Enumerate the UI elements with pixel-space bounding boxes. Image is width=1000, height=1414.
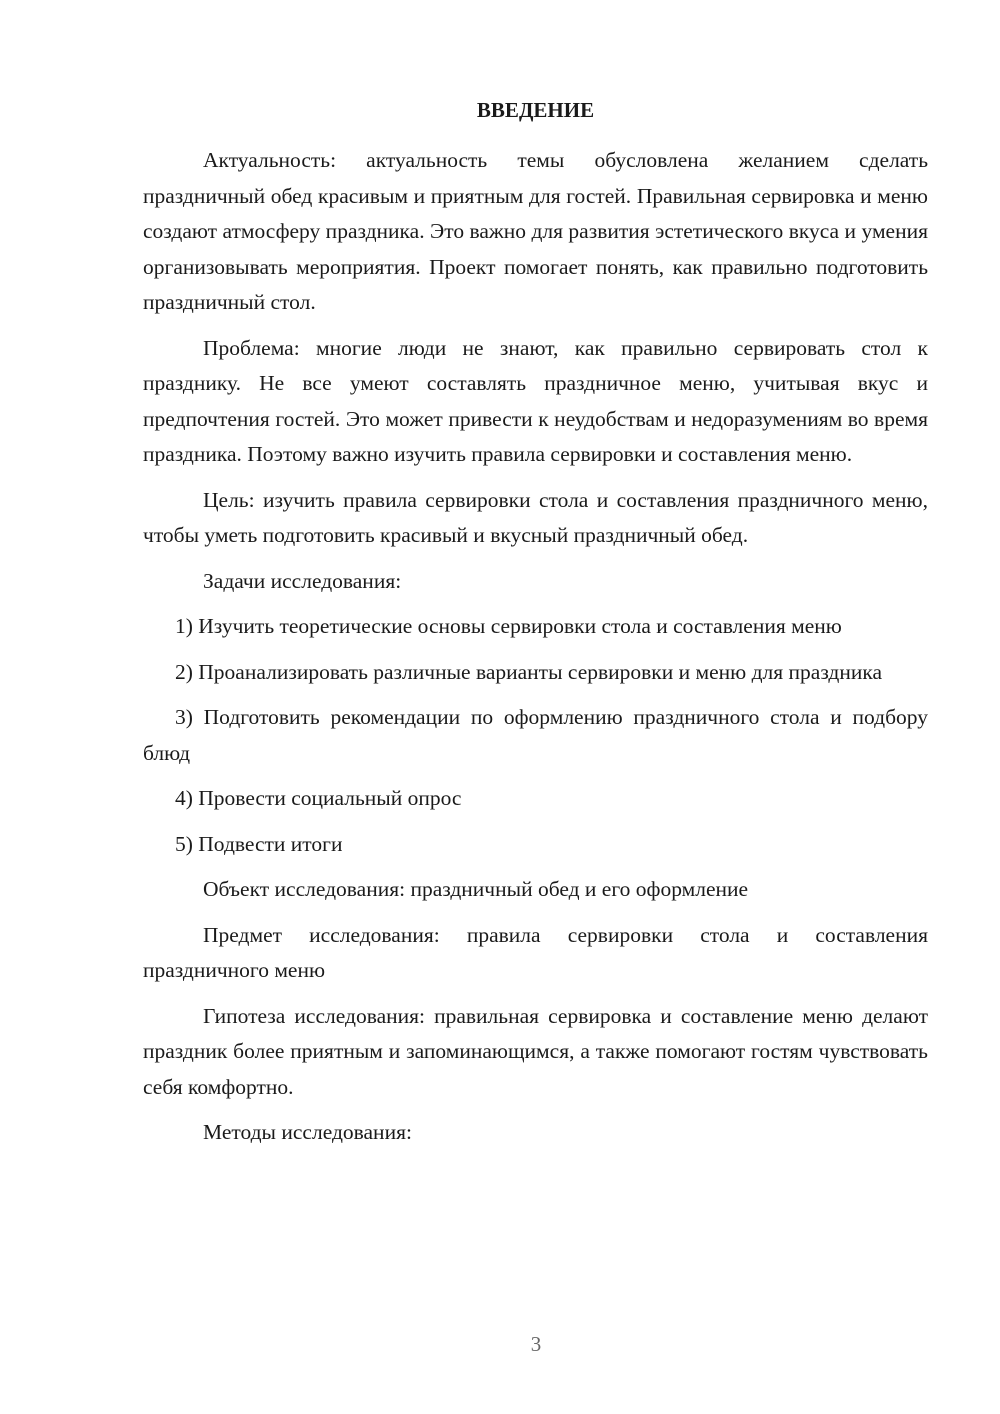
task-item-5: 5) Подвести итоги bbox=[175, 831, 343, 856]
subject-paragraph: Предмет исследования: правила сервировки стола и составления праздничного меню bbox=[143, 922, 928, 982]
hypothesis-paragraph: Гипотеза исследования: правильная сервировка и составление меню делают праздник более приятным и запоминающимся, а также помогают гостям чувствовать себя комфортно. bbox=[143, 1003, 928, 1099]
task-item-3: 3) Подготовить рекомендации по оформлению праздничного стола и подбору блюд bbox=[143, 705, 928, 765]
problem-paragraph: Проблема: многие люди не знают, как правильно сервировать стол к празднику. Не все умеют составлять праздничное меню, учитывая вкус и предпочтения гостей. Это может привести к неудобствам и недоразумениям во время праздника. Поэтому важно изучить правила сервировки и составления меню. bbox=[143, 335, 928, 466]
relevance-paragraph: Актуальность: актуальность темы обусловлена желанием сделать праздничный обед красивым и приятным для гостей. Правильная сервировка и меню создают атмосферу праздника. Это важно для развития эстетического вкуса и умения организовывать мероприятия. Проект помогает понять, как правильно подготовить праздничный стол. bbox=[143, 148, 928, 314]
task-item-2: 2) Проанализировать различные варианты сервировки и меню для праздника bbox=[175, 659, 883, 684]
page-title: ВВЕДЕНИЕ bbox=[476, 98, 595, 122]
goal-paragraph: Цель: изучить правила сервировки стола и составления праздничного меню, чтобы уметь подготовить красивый и вкусный праздничный обед. bbox=[143, 487, 928, 547]
tasks-heading: Задачи исследования: bbox=[203, 568, 402, 593]
document-page bbox=[143, 96, 928, 1161]
methods-heading: Методы исследования: bbox=[203, 1120, 412, 1144]
page-number: 3 bbox=[530, 1332, 542, 1356]
object-paragraph: Объект исследования: праздничный обед и его оформление bbox=[203, 877, 749, 901]
task-item-1: 1) Изучить теоретические основы сервировки стола и составления меню bbox=[175, 614, 842, 638]
task-item-4: 4) Провести социальный опрос bbox=[175, 786, 462, 810]
